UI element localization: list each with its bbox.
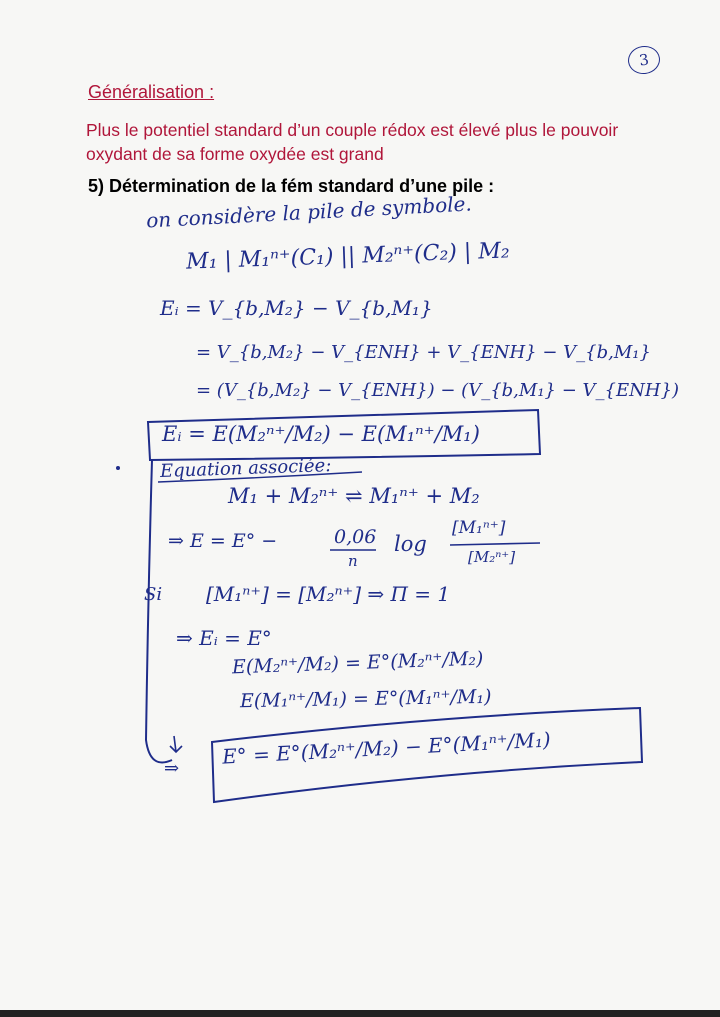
cell-notation: M₁ | M₁ⁿ⁺(C₁) || M₂ⁿ⁺(C₂) | M₂ [185,238,511,275]
boxed-standard-emf: E° = E°(M₂ⁿ⁺/M₂) − E°(M₁ⁿ⁺/M₁) [221,727,552,769]
nernst-numerator: 0,06 [334,526,377,548]
bracket-line [146,460,172,763]
section-text: Plus le potentiel standard d’un couple rédox est élevé plus le pouvoir oxydant de sa forme oxydée est grand [86,120,619,164]
concentration-condition: [M₁ⁿ⁺] = [M₂ⁿ⁺] ⇒ Π = 1 [206,582,451,606]
section-title: Généralisation : [88,82,215,102]
log-bar [450,543,540,545]
down-arrow [170,736,182,752]
emf-line-1: Eᵢ = V_{b,M₂} − V_{b,M₁} [160,296,433,320]
boxed-emf-formula: Eᵢ = E(M₂ⁿ⁺/M₂) − E(M₁ⁿ⁺/M₁) [162,422,480,446]
subsection-title: 5) Détermination de la fém standard d’une pile : [88,176,495,196]
reaction-equation: M₁ + M₂ⁿ⁺ ⇌ M₁ⁿ⁺ + M₂ [228,484,480,508]
nernst-fraction-denominator: [M₂ⁿ⁺] [468,548,516,566]
intro-line: on considère la pile de symbole. [145,191,473,233]
nernst-log: log [394,532,427,556]
nernst-lhs: ⇒ E = E° − [168,530,278,552]
equation-label: Equation associée: [159,455,332,482]
result-line-3: E(M₁ⁿ⁺/M₁) = E°(M₁ⁿ⁺/M₁) [239,685,492,713]
page-bottom-edge [0,1010,720,1017]
nernst-denominator: n [348,552,358,570]
nernst-fraction-numerator: [M₁ⁿ⁺] [452,518,506,538]
bullet-dot [116,466,120,470]
page-number: 3 [626,44,662,76]
result-line-1: ⇒ Eᵢ = E° [176,626,272,650]
final-arrow: ⇒ [164,758,180,779]
result-line-2: E(M₂ⁿ⁺/M₂) = E°(M₂ⁿ⁺/M₂) [231,647,484,679]
emf-line-3: = (V_{b,M₂} − V_{ENH}) − (V_{b,M₁} − V_{ENH}) [196,380,680,401]
si-label: Si [144,584,163,605]
emf-line-2: = V_{b,M₂} − V_{ENH} + V_{ENH} − V_{b,M₁} [196,342,651,363]
